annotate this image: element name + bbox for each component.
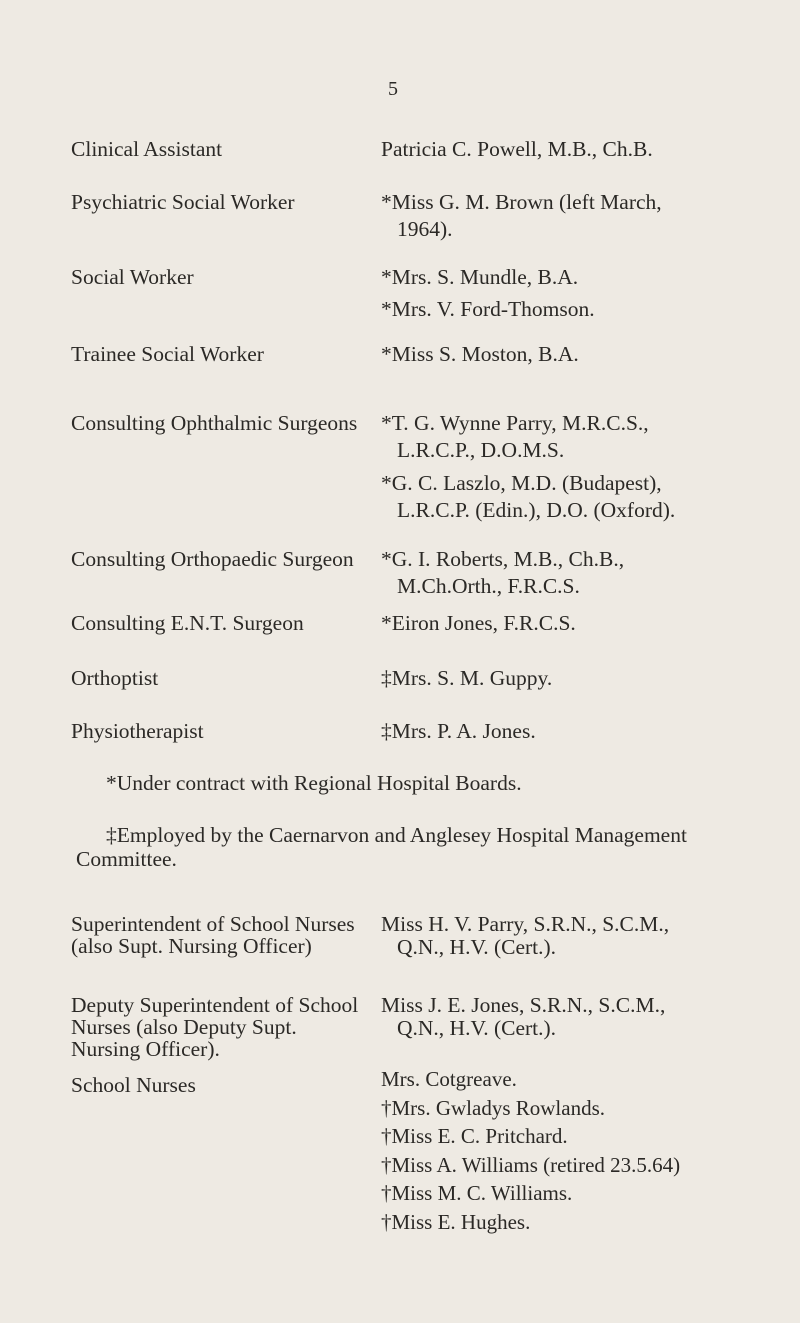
footnote-line: ‡Employed by the Caernarvon and Anglesey Hospital Management: [106, 823, 687, 847]
footnote-contract: *Under contract with Regional Hospital Boards.: [106, 771, 522, 795]
name-social-worker: [381, 264, 751, 323]
school-nurses-list: [381, 1065, 680, 1236]
name-line: L.R.C.P. (Edin.), D.O. (Oxford).: [397, 498, 676, 522]
role-line: Deputy Superintendent of School: [71, 993, 359, 1017]
name-line: M.Ch.Orth., F.R.C.S.: [397, 574, 580, 598]
list-item: †Mrs. Gwladys Rowlands.: [381, 1095, 605, 1120]
name-line: *T. G. Wynne Parry, M.R.C.S.,: [381, 411, 649, 435]
role-consulting-orthopaedic-surgeon: Consulting Orthopaedic Surgeon: [71, 547, 354, 571]
role-line: Nurses (also Deputy Supt.: [71, 1015, 297, 1039]
name-physiotherapist: ‡Mrs. P. A. Jones.: [381, 719, 536, 743]
name-consulting-ent-surgeon: *Eiron Jones, F.R.C.S.: [381, 611, 576, 635]
name-superintendent-school-nurses: [381, 913, 751, 959]
name-clinical-assistant: Patricia C. Powell, M.B., Ch.B.: [381, 137, 653, 161]
role-physiotherapist: Physiotherapist: [71, 719, 204, 743]
name-line: Q.N., H.V. (Cert.).: [397, 935, 557, 959]
footnote-line: Committee.: [76, 847, 177, 871]
name-line: *Mrs. V. Ford-Thomson.: [381, 297, 595, 321]
name-consulting-orthopaedic-surgeon: [381, 546, 751, 600]
role-school-nurses: School Nurses: [71, 1073, 196, 1097]
name-line: 1964).: [397, 217, 453, 241]
name-psychiatric-social-worker: [381, 189, 751, 243]
role-deputy-superintendent: [71, 994, 363, 1060]
name-consulting-ophthalmic-surgeons: [381, 410, 751, 524]
role-social-worker: Social Worker: [71, 265, 194, 289]
name-line: *Miss G. M. Brown (left March,: [381, 190, 662, 214]
role-consulting-ent-surgeon: Consulting E.N.T. Surgeon: [71, 611, 304, 635]
name-line: *Mrs. S. Mundle, B.A.: [381, 265, 579, 289]
list-item: †Miss E. Hughes.: [381, 1209, 531, 1234]
name-trainee-social-worker: *Miss S. Moston, B.A.: [381, 342, 579, 366]
list-item: Mrs. Cotgreave.: [381, 1067, 517, 1091]
name-line: *G. C. Laszlo, M.D. (Budapest),: [381, 471, 662, 495]
role-line: (also Supt. Nursing Officer): [71, 934, 312, 958]
name-deputy-superintendent: [381, 994, 751, 1040]
name-line: Q.N., H.V. (Cert.).: [397, 1016, 557, 1040]
role-line: Superintendent of School Nurses: [71, 912, 355, 936]
role-superintendent-school-nurses: [71, 913, 371, 957]
name-orthoptist: ‡Mrs. S. M. Guppy.: [381, 666, 553, 690]
role-line: Nursing Officer).: [71, 1037, 220, 1061]
list-item: †Miss E. C. Pritchard.: [381, 1124, 568, 1148]
page-number: 5: [388, 78, 398, 100]
list-item: †Miss M. C. Williams.: [381, 1181, 573, 1205]
name-line: L.R.C.P., D.O.M.S.: [397, 438, 565, 462]
footnote-employed: [76, 823, 746, 871]
role-psychiatric-social-worker: Psychiatric Social Worker: [71, 190, 295, 214]
role-consulting-ophthalmic-surgeons: Consulting Ophthalmic Surgeons: [71, 411, 358, 435]
name-line: Miss H. V. Parry, S.R.N., S.C.M.,: [381, 912, 670, 936]
name-line: Miss J. E. Jones, S.R.N., S.C.M.,: [381, 993, 666, 1017]
name-line: *G. I. Roberts, M.B., Ch.B.,: [381, 547, 625, 571]
list-item: †Miss A. Williams (retired 23.5.64): [381, 1152, 681, 1177]
role-clinical-assistant: Clinical Assistant: [71, 137, 223, 161]
role-orthoptist: Orthoptist: [71, 666, 159, 690]
role-trainee-social-worker: Trainee Social Worker: [71, 342, 264, 366]
